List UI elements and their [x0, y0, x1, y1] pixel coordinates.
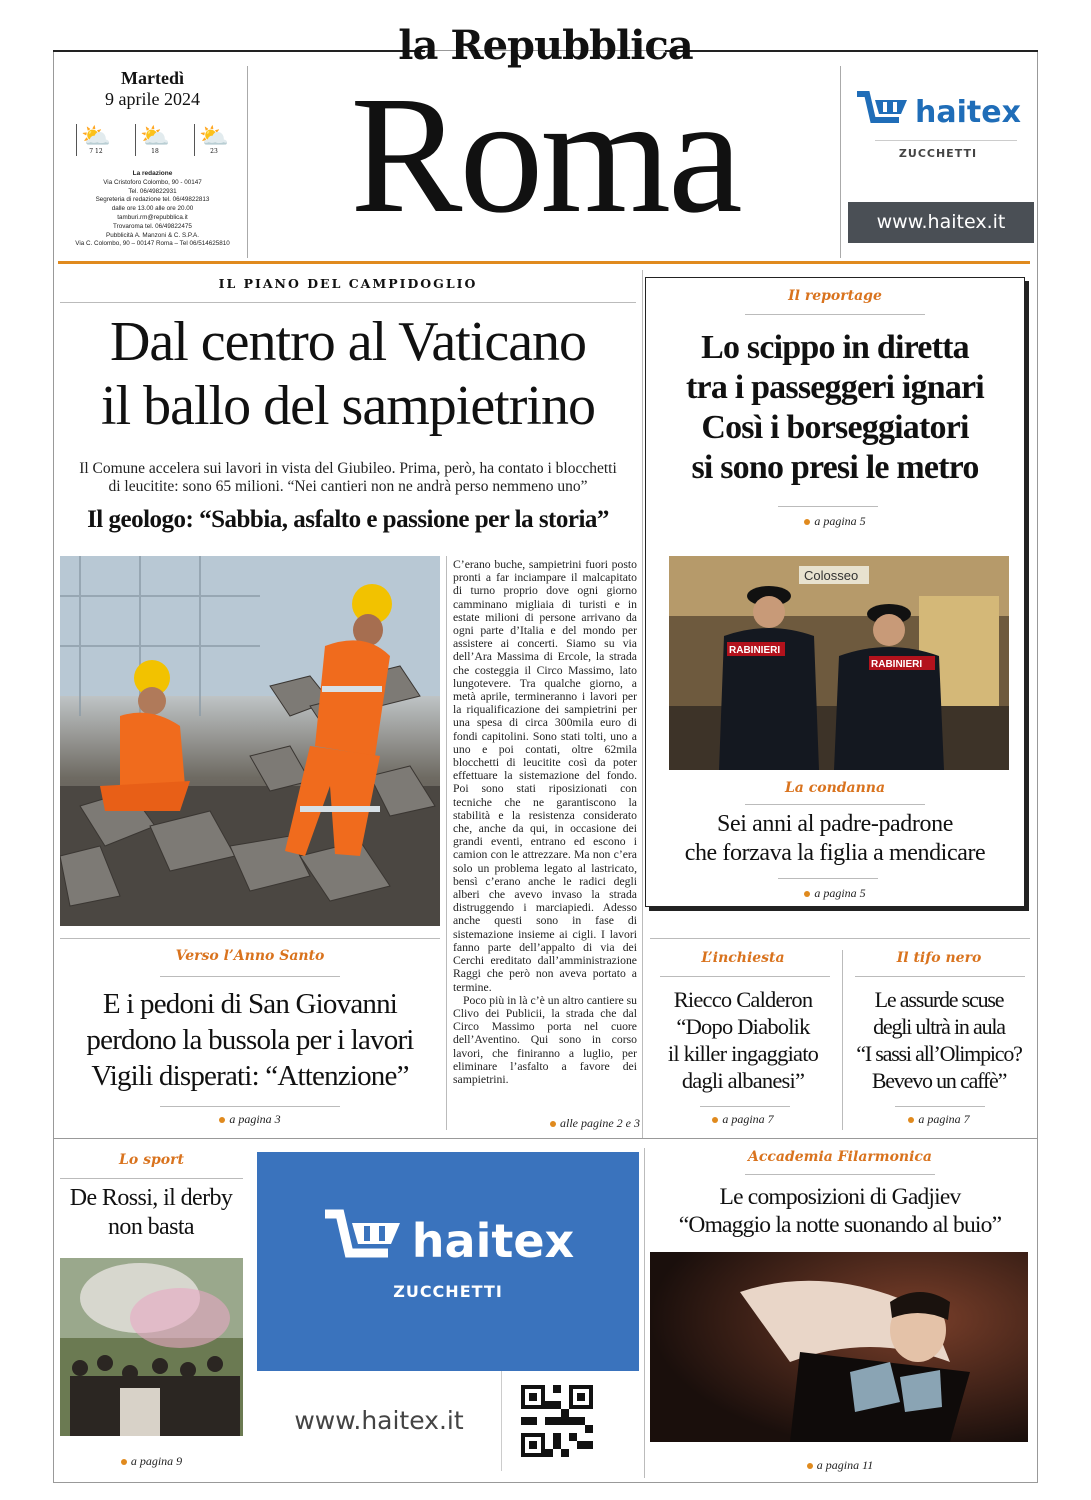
kicker-rule	[778, 878, 878, 879]
weather-temp: 7 12	[89, 148, 103, 155]
kicker-rule	[700, 1106, 790, 1107]
bullet-dot	[804, 519, 810, 525]
badge-text: RABINIERI	[729, 645, 781, 656]
san-giovanni-kicker: Verso l’Anno Santo	[175, 948, 325, 964]
main-column-rule	[642, 270, 643, 1138]
lead-photo[interactable]	[60, 556, 440, 926]
kicker-rule	[160, 976, 340, 977]
reportage-photo[interactable]	[669, 556, 1009, 770]
stadium-crowd-illustration	[60, 1258, 243, 1436]
accademia-headline[interactable]: Le composizioni di Gadjiev “Omaggio la notte suonando al buio”	[678, 1184, 1002, 1238]
bottom-advertisement[interactable]	[257, 1152, 639, 1371]
bullet-dot	[712, 1117, 718, 1123]
weather-item	[194, 124, 229, 156]
edition-title: Roma	[350, 62, 740, 248]
haitex-wordmark: haitex	[411, 1214, 575, 1268]
partly-cloudy-icon: ⛅	[199, 122, 229, 150]
inchiesta-kicker: L’inchiesta	[701, 950, 785, 966]
tifo-pageref[interactable]: a pagina 7	[846, 1112, 1032, 1127]
inchiesta-headline[interactable]: Riecco Calderon “Dopo Diabolik il killer ingaggiato dagli albanesi”	[667, 987, 819, 1093]
tifo-headline[interactable]: Le assurde scuse degli ultrà in aula “I sassi all’Olimpico? Bevevo un caffè”	[856, 987, 1022, 1093]
condanna-headline[interactable]: Sei anni al padre-padrone che forzava la figlia a mendicare	[684, 811, 986, 866]
partly-cloudy-icon: ⛅	[140, 122, 170, 150]
kicker-rule	[60, 1178, 243, 1179]
section-rule	[650, 938, 1030, 939]
weather-temp: 18	[151, 148, 159, 155]
bottom-band-rule	[53, 1138, 1038, 1139]
kicker-rule	[745, 314, 925, 315]
photo-sign-text: Colosseo	[804, 568, 859, 583]
date-weather-box	[58, 66, 248, 258]
weather-strip	[64, 124, 241, 156]
qr-code-icon[interactable]	[521, 1385, 593, 1457]
masthead-orange-rule	[58, 261, 1030, 264]
kicker-rule	[745, 1174, 935, 1175]
lead-headline[interactable]: Dal centro al Vaticano il ballo del sampietrino	[101, 311, 595, 437]
kicker-rule	[895, 1106, 985, 1107]
redazione-info: La redazione Via Cristoforo Colombo, 90 - 00147 Tel. 06/49822931 Segreteria di redazione tel. 06/49822813 dalle ore 13.00 alle ore 20.00 tamburi.rm@repubblica.it Trovaroma tel. 06/49822475 Pubblicità A. Manzoni & C. S.P.A. Via C. Colombo, 90 – 00147 Roma – Tel 06/514625810	[75, 170, 230, 248]
haitex-wordmark: haitex	[915, 94, 1021, 130]
haitex-logo	[841, 90, 1035, 134]
date-day: Martedì	[121, 68, 184, 88]
kicker-rule	[778, 506, 878, 507]
accademia-pageref[interactable]: a pagina 11	[650, 1458, 1030, 1473]
date-date: 9 aprile 2024	[105, 89, 200, 109]
kicker-rule	[660, 976, 830, 977]
kicker-rule	[745, 804, 925, 805]
bottom-ad-url[interactable]: www.haitex.it	[257, 1371, 502, 1471]
lead-pageref[interactable]: alle pagine 2 e 3	[520, 1116, 640, 1131]
kicker-rule	[160, 1106, 340, 1107]
reportage-pageref[interactable]: a pagina 5	[645, 514, 1025, 529]
haitex-cart-icon	[322, 1208, 406, 1274]
bullet-dot	[804, 891, 810, 897]
bullet-dot	[807, 1463, 813, 1469]
san-giovanni-pageref[interactable]: a pagina 3	[60, 1112, 440, 1127]
sport-kicker: Lo sport	[119, 1152, 184, 1168]
san-giovanni-headline[interactable]: E i pedoni di San Giovanni perdono la bussola per i lavori Vigili disperati: “Attenzione”	[86, 988, 414, 1092]
lead-subhead: Il geologo: “Sabbia, asfalto e passione per la storia”	[87, 506, 609, 533]
pianist-photo-illustration	[650, 1252, 1028, 1442]
haitex-url-button[interactable]: www.haitex.it	[848, 202, 1034, 243]
photo-bottom-rule	[60, 938, 440, 939]
zucchetti-label: ZUCCHETTI	[393, 1282, 503, 1301]
lead-summary: Il Comune accelera sui lavori in vista del Giubileo. Prima, però, ha contato i blocchetti di leucitite: sono 65 milioni. “Nei cantieri non ne andrà perso nemmeno uno”	[79, 460, 617, 495]
masthead-brand: la Repubblica	[398, 22, 693, 69]
bullet-dot	[219, 1117, 225, 1123]
haitex-cart-icon	[855, 90, 911, 134]
bullet-dot	[908, 1117, 914, 1123]
weather-temp: 23	[210, 148, 218, 155]
redazione-email[interactable]: tamburi.rm@repubblica.it	[117, 213, 188, 221]
lead-kicker: IL PIANO DEL CAMPIDOGLIO	[218, 276, 478, 291]
sport-photo[interactable]	[60, 1258, 243, 1436]
lead-kicker-rule	[60, 302, 636, 303]
workers-photo-illustration	[60, 556, 440, 926]
sport-headline[interactable]: De Rossi, il derby non basta	[69, 1185, 233, 1240]
weather-item	[135, 124, 170, 156]
redazione-title: La redazione	[132, 170, 173, 177]
accademia-kicker: Accademia Filarmonica	[747, 1149, 933, 1165]
condanna-kicker: La condanna	[784, 780, 886, 796]
carabinieri-photo-illustration	[669, 556, 1009, 770]
top-advertisement[interactable]	[840, 66, 1035, 258]
reportage-kicker: Il reportage	[788, 288, 882, 304]
tifo-kicker: Il tifo nero	[896, 950, 982, 966]
partly-cloudy-icon: ⛅	[81, 122, 111, 150]
weather-item	[76, 124, 111, 156]
haitex-logo	[257, 1208, 639, 1274]
sport-pageref[interactable]: a pagina 9	[60, 1454, 243, 1469]
accademia-photo[interactable]	[650, 1252, 1028, 1442]
badge-text: RABINIERI	[871, 659, 923, 670]
lead-body: C’erano buche, sampietrini fuori posto pronti a far inciampare il malcapitato di turno proprio dove ogni giorno camminano migliaia di turisti e in estate milioni di persone arrivano da ogni parte d’Italia e del mondo per assistere ai concerti. Siamo su via dell’Ara Massima di Ercole, la strada che costeggia il Circo Massimo, lato lungotevere. Tra qualche giorno, a metà aprile, termineranno i lavori per la riqualificazione dei sampietrini per una spesa di circa 300mila euro di fondi capitolini. Sono stati tolti, uno a uno e poi contati, oltre 62mila blocchetti di leucitite così da poter effettuare la sistemazione del fondo. Poi sono stati riposizionati con tecniche che ne garantiscono la stabilità e la resistenza considerato che, anche da qui, in occasione dei grandi eventi, entrano ed escono i camion con le attrezzare. Ma non c’era solo un problema legato al lastricato, bensì c’erano anche le radici degli alberi che avevo invaso la strada distruggendo i marciapiedi. Adesso anche questi sono in fase di sistemazione insieme ai cigli. I lavori fanno parte dell’appalto di via dei Cerchi ereditato dall’amministrazione Raggi che però non aveva portato a termine. Poco più in là c’è un altro cantiere su Clivo dei Publicii, la strada che dal Circo Massimo porta nel cuore dell’Aventino. Qui sono in corso lavori, che finiranno a luglio, per eliminare l’asfalto a favore dei sampietrini.	[453, 558, 637, 1086]
bullet-dot	[550, 1121, 556, 1127]
lead-column-rule	[446, 556, 447, 1130]
bullet-dot	[121, 1459, 127, 1465]
bottom-right-rule	[644, 1148, 645, 1478]
kicker-rule	[855, 976, 1025, 977]
zucchetti-label: ZUCCHETTI	[898, 147, 978, 160]
reportage-headline[interactable]: Lo scippo in diretta tra i passeggeri ignari Così i borseggiatori si sono presi le metro	[686, 329, 984, 486]
inchiesta-pageref[interactable]: a pagina 7	[650, 1112, 836, 1127]
condanna-pageref[interactable]: a pagina 5	[645, 886, 1025, 901]
